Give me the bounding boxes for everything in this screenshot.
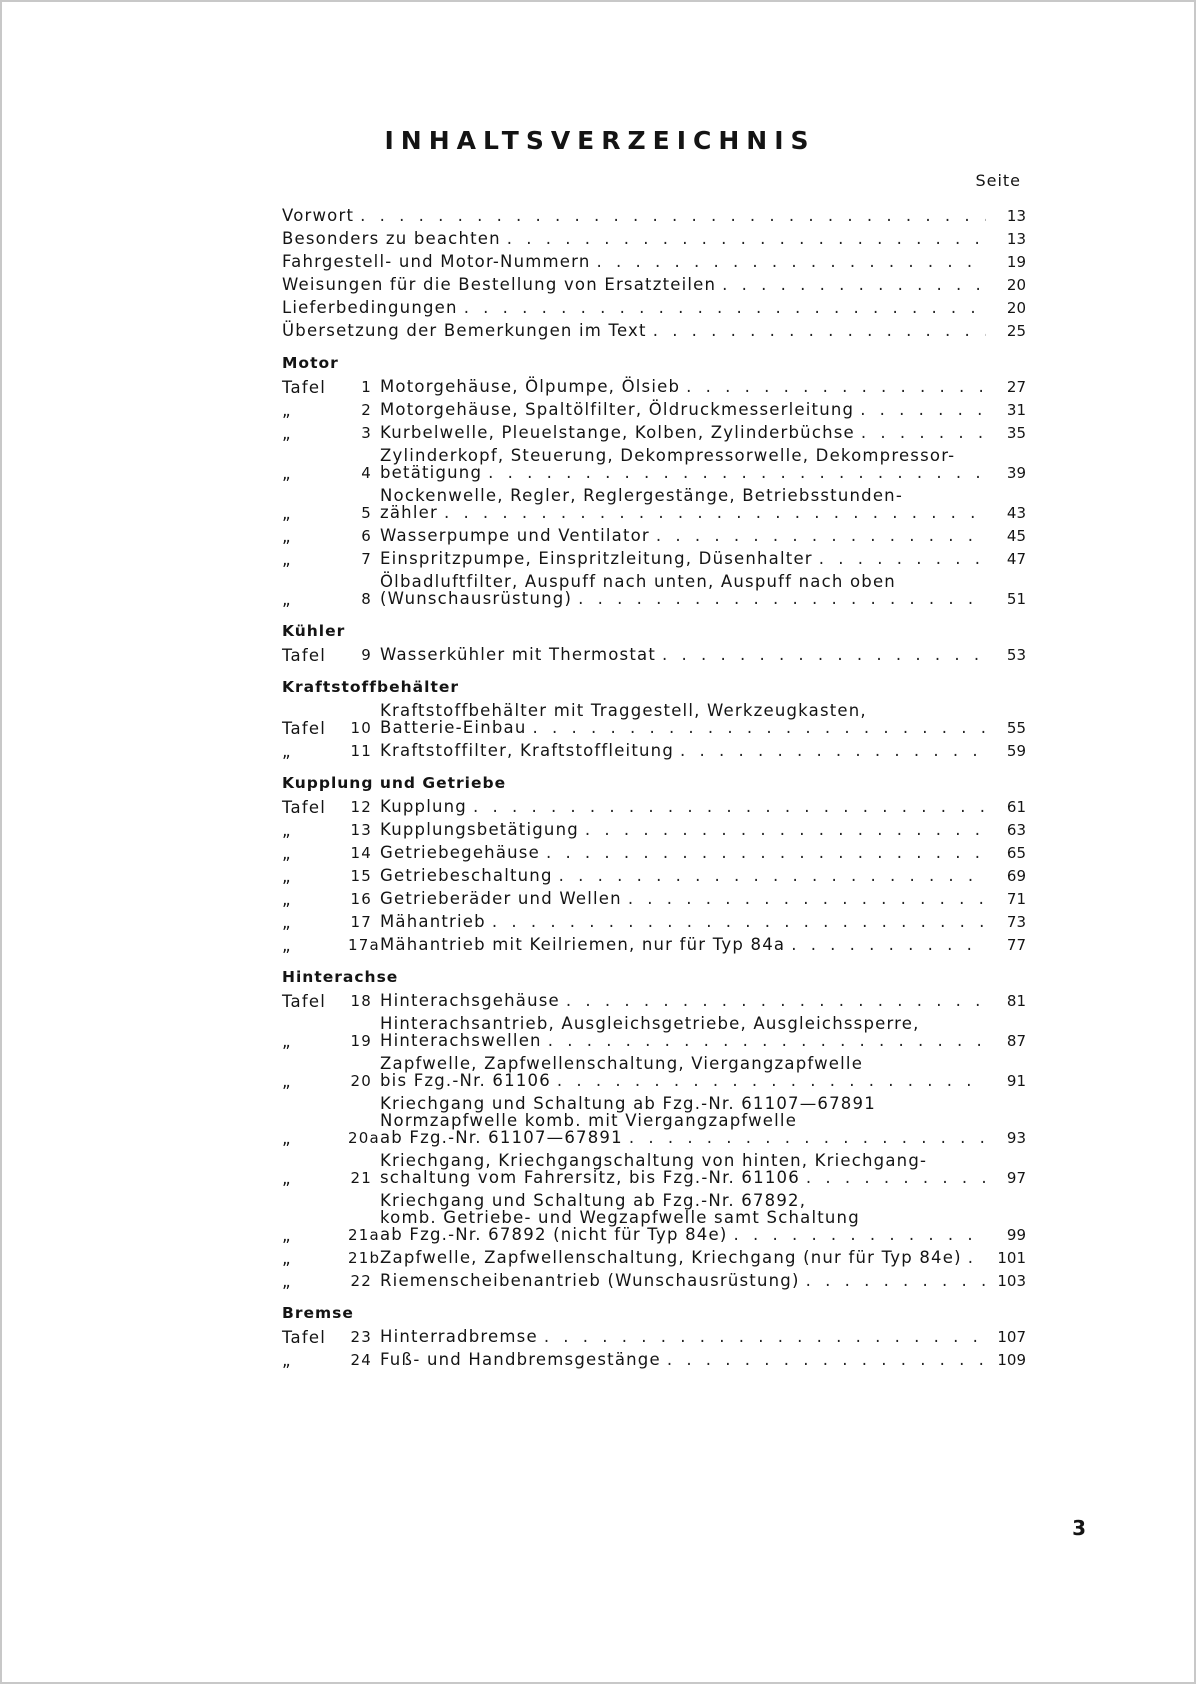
toc-entry bbox=[282, 570, 1026, 610]
entry-text-line: zähler bbox=[380, 503, 438, 522]
plate-number: 13 bbox=[350, 821, 372, 839]
entry-page-number: 77 bbox=[1006, 936, 1026, 954]
entry-body bbox=[380, 936, 1026, 954]
dot-leader bbox=[566, 992, 986, 1009]
plate-number: 8 bbox=[361, 590, 372, 608]
toc-entry bbox=[282, 887, 1026, 910]
entry-last-line bbox=[282, 253, 1026, 271]
entry-page-number: 61 bbox=[1006, 798, 1026, 816]
entry-text-line: Motorgehäuse, Spaltölfilter, Öldruckmesserleitung bbox=[380, 400, 855, 419]
toc-section bbox=[282, 1302, 1026, 1371]
entry-page-number: 99 bbox=[1006, 1226, 1026, 1244]
dot-leader bbox=[473, 798, 986, 815]
table-of-contents bbox=[282, 204, 1026, 1371]
dot-leader bbox=[507, 230, 986, 247]
entry-text-line: Getrieberäder und Wellen bbox=[380, 889, 622, 908]
entry-body bbox=[380, 798, 1026, 816]
entry-text-line: Kriechgang und Schaltung ab Fzg.-Nr. 61107—67891 bbox=[380, 1094, 876, 1113]
toc-entry bbox=[282, 421, 1026, 444]
entry-body bbox=[380, 1095, 1026, 1147]
entry-body bbox=[380, 1249, 1026, 1267]
entry-body bbox=[282, 253, 1026, 271]
entry-last-line bbox=[380, 992, 1026, 1010]
entry-text-line: komb. Getriebe- und Wegzapfwelle samt Schaltung bbox=[380, 1208, 860, 1227]
toc-section bbox=[282, 772, 1026, 956]
entry-text-line: ab Fzg.-Nr. 67892 (nicht für Typ 84e) bbox=[380, 1225, 728, 1244]
toc-entry bbox=[282, 910, 1026, 933]
entry-page-number: 35 bbox=[1006, 424, 1026, 442]
entry-text-line: Getriebeschaltung bbox=[380, 866, 553, 885]
dot-leader bbox=[667, 1351, 986, 1368]
entry-body bbox=[380, 550, 1026, 568]
entry-text-line: Hinterachsantrieb, Ausgleichsgetriebe, Ausgleichssperre, bbox=[380, 1014, 920, 1033]
entry-page-number: 63 bbox=[1006, 821, 1026, 839]
dot-leader bbox=[578, 590, 986, 607]
entry-text-line: Mähantrieb mit Keilriemen, nur für Typ 84a bbox=[380, 935, 786, 954]
entry-page-number: 51 bbox=[1006, 590, 1026, 608]
entry-last-line bbox=[380, 936, 1026, 954]
toc-entry bbox=[282, 1325, 1026, 1348]
entry-prefix: „ bbox=[282, 742, 292, 761]
toc-entry bbox=[282, 319, 1026, 342]
entry-text-line: betätigung bbox=[380, 463, 483, 482]
entry-page-number: 107 bbox=[997, 1328, 1026, 1346]
entry-body bbox=[380, 742, 1026, 760]
entry-text-line: Vorwort bbox=[282, 206, 355, 225]
dot-leader bbox=[653, 322, 986, 339]
entry-text-line: Riemenscheibenantrieb (Wunschausrüstung) bbox=[380, 1271, 800, 1290]
entry-text-line: Kriechgang, Kriechgangschaltung von hinten, Kriechgang- bbox=[380, 1151, 928, 1170]
dot-leader bbox=[791, 936, 986, 953]
plate-number: 17a bbox=[348, 936, 380, 954]
dot-leader bbox=[806, 1169, 986, 1186]
entry-body bbox=[380, 447, 1026, 482]
entry-body bbox=[282, 207, 1026, 225]
entry-text-line: Kupplung bbox=[380, 797, 467, 816]
entry-text-line: Hinterachswellen bbox=[380, 1031, 542, 1050]
entry-last-line bbox=[380, 646, 1026, 664]
entry-last-line bbox=[380, 401, 1026, 419]
entry-text-line: Motorgehäuse, Ölpumpe, Ölsieb bbox=[380, 377, 681, 396]
entry-text-line: bis Fzg.-Nr. 61106 bbox=[380, 1071, 551, 1090]
toc-entry bbox=[282, 1269, 1026, 1292]
toc-entry bbox=[282, 444, 1026, 484]
dot-leader bbox=[597, 253, 986, 270]
toc-entry bbox=[282, 864, 1026, 887]
toc-entry bbox=[282, 643, 1026, 666]
entry-last-line bbox=[282, 322, 1026, 340]
entry-prefix: Tafel bbox=[282, 378, 327, 397]
entry-prefix: „ bbox=[282, 1226, 292, 1245]
entry-prefix: „ bbox=[282, 464, 292, 483]
plate-number: 2 bbox=[361, 401, 372, 419]
entry-body bbox=[282, 276, 1026, 294]
entry-text-line: Kurbelwelle, Pleuelstange, Kolben, Zylinderbüchse bbox=[380, 423, 855, 442]
entry-text-line: Hinterachsgehäuse bbox=[380, 991, 560, 1010]
entry-page-number: 87 bbox=[1006, 1032, 1026, 1050]
entry-prefix: „ bbox=[282, 1249, 292, 1268]
dot-leader bbox=[548, 1032, 986, 1049]
toc-entry bbox=[282, 739, 1026, 762]
entry-last-line bbox=[380, 550, 1026, 568]
toc-entry bbox=[282, 841, 1026, 864]
entry-page-number: 13 bbox=[1006, 207, 1026, 225]
entry-last-line bbox=[282, 230, 1026, 248]
entry-text-line: Ölbadluftfilter, Auspuff nach unten, Auspuff nach oben bbox=[380, 572, 896, 591]
dot-leader bbox=[629, 1129, 986, 1146]
entry-prefix: „ bbox=[282, 1129, 292, 1148]
entry-text-line: ab Fzg.-Nr. 61107—67891 bbox=[380, 1128, 623, 1147]
entry-last-line bbox=[380, 913, 1026, 931]
dot-leader bbox=[680, 742, 986, 759]
entry-prefix: Tafel bbox=[282, 798, 327, 817]
entry-text-line: (Wunschausrüstung) bbox=[380, 589, 573, 608]
entry-last-line bbox=[380, 1351, 1026, 1369]
entry-page-number: 59 bbox=[1006, 742, 1026, 760]
plate-number: 5 bbox=[361, 504, 372, 522]
entry-prefix: „ bbox=[282, 890, 292, 909]
plate-number: 17 bbox=[350, 913, 372, 931]
entry-page-number: 93 bbox=[1006, 1129, 1026, 1147]
entry-page-number: 97 bbox=[1006, 1169, 1026, 1187]
entry-last-line bbox=[282, 299, 1026, 317]
entry-page-number: 91 bbox=[1006, 1072, 1026, 1090]
toc-entry bbox=[282, 1092, 1026, 1149]
entry-page-number: 47 bbox=[1006, 550, 1026, 568]
entry-body bbox=[282, 299, 1026, 317]
entry-body bbox=[380, 844, 1026, 862]
entry-text-line: Kupplungsbetätigung bbox=[380, 820, 579, 839]
plate-number: 22 bbox=[350, 1272, 372, 1290]
entry-page-number: 20 bbox=[1006, 299, 1026, 317]
entry-page-number: 53 bbox=[1006, 646, 1026, 664]
toc-entry bbox=[282, 1052, 1026, 1092]
entry-prefix: „ bbox=[282, 913, 292, 932]
page-title: INHALTSVERZEICHNIS bbox=[384, 126, 816, 155]
entry-text-line: schaltung vom Fahrersitz, bis Fzg.-Nr. 61106 bbox=[380, 1168, 800, 1187]
entry-page-number: 73 bbox=[1006, 913, 1026, 931]
entry-text-line: Nockenwelle, Regler, Reglergestänge, Betriebsstunden- bbox=[380, 486, 903, 505]
entry-page-number: 43 bbox=[1006, 504, 1026, 522]
entry-last-line bbox=[380, 798, 1026, 816]
plate-number: 20a bbox=[348, 1129, 380, 1147]
dot-leader bbox=[559, 867, 986, 884]
dot-leader bbox=[968, 1249, 986, 1266]
dot-leader bbox=[557, 1072, 986, 1089]
entry-last-line bbox=[380, 1129, 1026, 1147]
entry-page-number: 65 bbox=[1006, 844, 1026, 862]
toc-entry bbox=[282, 1012, 1026, 1052]
plate-number: 21 bbox=[350, 1169, 372, 1187]
entry-last-line bbox=[380, 1226, 1026, 1244]
entry-last-line bbox=[380, 1072, 1026, 1090]
dot-leader bbox=[662, 646, 986, 663]
entry-last-line bbox=[282, 207, 1026, 225]
plate-number: 21a bbox=[348, 1226, 380, 1244]
entry-prefix: „ bbox=[282, 1032, 292, 1051]
entry-text-line: Einspritzpumpe, Einspritzleitung, Düsenhalter bbox=[380, 549, 813, 568]
entry-body bbox=[380, 913, 1026, 931]
entry-text-line: Übersetzung der Bemerkungen im Text bbox=[282, 321, 647, 340]
plate-number: 16 bbox=[350, 890, 372, 908]
entry-page-number: 101 bbox=[997, 1249, 1026, 1267]
dot-leader bbox=[464, 299, 986, 316]
entry-body bbox=[380, 573, 1026, 608]
dot-leader bbox=[722, 276, 986, 293]
entry-text-line: Weisungen für die Bestellung von Ersatzteilen bbox=[282, 275, 717, 294]
dot-leader bbox=[444, 504, 986, 521]
entry-body bbox=[380, 867, 1026, 885]
toc-entry bbox=[282, 296, 1026, 319]
entry-prefix: „ bbox=[282, 424, 292, 443]
toc-section bbox=[282, 966, 1026, 1292]
entry-body bbox=[380, 401, 1026, 419]
entry-prefix: Tafel bbox=[282, 992, 327, 1011]
section-heading: Motor bbox=[282, 354, 339, 372]
entry-page-number: 20 bbox=[1006, 276, 1026, 294]
entry-prefix: „ bbox=[282, 1272, 292, 1291]
entry-text-line: Besonders zu beachten bbox=[282, 229, 501, 248]
entry-text-line: Mähantrieb bbox=[380, 912, 486, 931]
toc-entry bbox=[282, 1189, 1026, 1246]
entry-last-line bbox=[380, 590, 1026, 608]
entry-prefix: „ bbox=[282, 504, 292, 523]
entry-page-number: 69 bbox=[1006, 867, 1026, 885]
entry-last-line bbox=[380, 867, 1026, 885]
dot-leader bbox=[806, 1272, 986, 1289]
entry-prefix: Tafel bbox=[282, 719, 327, 738]
entry-prefix: „ bbox=[282, 936, 292, 955]
entry-last-line bbox=[380, 504, 1026, 522]
entry-body bbox=[380, 1272, 1026, 1290]
toc-entry bbox=[282, 1348, 1026, 1371]
dot-leader bbox=[861, 424, 986, 441]
entry-body bbox=[380, 1351, 1026, 1369]
plate-number: 1 bbox=[361, 378, 372, 396]
entry-prefix: „ bbox=[282, 821, 292, 840]
entry-text-line: Kraftstoffilter, Kraftstoffleitung bbox=[380, 741, 675, 760]
toc-entry bbox=[282, 989, 1026, 1012]
toc-entry bbox=[282, 1149, 1026, 1189]
dot-leader bbox=[819, 550, 986, 567]
entry-last-line bbox=[380, 378, 1026, 396]
entry-last-line bbox=[380, 424, 1026, 442]
page-column-header: Seite bbox=[975, 171, 1021, 190]
toc-entry bbox=[282, 273, 1026, 296]
entry-prefix: „ bbox=[282, 527, 292, 546]
entry-text-line: Zapfwelle, Zapfwellenschaltung, Kriechgang (nur für Typ 84e) bbox=[380, 1248, 962, 1267]
entry-prefix: Tafel bbox=[282, 1328, 327, 1347]
dot-leader bbox=[533, 719, 986, 736]
plate-number: 23 bbox=[350, 1328, 372, 1346]
entry-body bbox=[380, 890, 1026, 908]
entry-last-line bbox=[380, 742, 1026, 760]
plate-number: 15 bbox=[350, 867, 372, 885]
toc-entry bbox=[282, 699, 1026, 739]
entry-prefix: „ bbox=[282, 550, 292, 569]
entry-prefix: „ bbox=[282, 590, 292, 609]
dot-leader bbox=[686, 378, 986, 395]
entry-text-line: Wasserkühler mit Thermostat bbox=[380, 645, 656, 664]
entry-page-number: 31 bbox=[1006, 401, 1026, 419]
toc-entry bbox=[282, 818, 1026, 841]
plate-number: 21b bbox=[348, 1249, 381, 1267]
entry-body bbox=[380, 1192, 1026, 1244]
entry-body bbox=[380, 1015, 1026, 1050]
entry-page-number: 19 bbox=[1006, 253, 1026, 271]
entry-last-line bbox=[380, 890, 1026, 908]
entry-text-line: Getriebegehäuse bbox=[380, 843, 540, 862]
dot-leader bbox=[585, 821, 986, 838]
entry-prefix: Tafel bbox=[282, 646, 327, 665]
toc-entry bbox=[282, 795, 1026, 818]
toc-section bbox=[282, 620, 1026, 666]
entry-text-line: Hinterradbremse bbox=[380, 1327, 538, 1346]
entry-last-line bbox=[380, 844, 1026, 862]
entry-body bbox=[380, 487, 1026, 522]
dot-leader bbox=[492, 913, 986, 930]
dot-leader bbox=[628, 890, 986, 907]
plate-number: 19 bbox=[350, 1032, 372, 1050]
plate-number: 7 bbox=[361, 550, 372, 568]
front-matter-section bbox=[282, 204, 1026, 342]
plate-number: 14 bbox=[350, 844, 372, 862]
section-heading: Kühler bbox=[282, 622, 346, 640]
toc-entry bbox=[282, 375, 1026, 398]
entry-body bbox=[380, 1152, 1026, 1187]
entry-text-line: Kriechgang und Schaltung ab Fzg.-Nr. 67892, bbox=[380, 1191, 807, 1210]
entry-last-line bbox=[380, 1169, 1026, 1187]
toc-entry bbox=[282, 524, 1026, 547]
entry-body bbox=[380, 646, 1026, 664]
entry-last-line bbox=[282, 276, 1026, 294]
entry-page-number: 109 bbox=[997, 1351, 1026, 1369]
entry-text-line: Batterie-Einbau bbox=[380, 718, 527, 737]
section-heading: Kraftstoffbehälter bbox=[282, 678, 460, 696]
entry-prefix: „ bbox=[282, 401, 292, 420]
dot-leader bbox=[546, 844, 986, 861]
toc-entry bbox=[282, 933, 1026, 956]
entry-page-number: 81 bbox=[1006, 992, 1026, 1010]
entry-page-number: 55 bbox=[1006, 719, 1026, 737]
plate-number: 10 bbox=[350, 719, 372, 737]
entry-last-line bbox=[380, 821, 1026, 839]
entry-body bbox=[282, 322, 1026, 340]
entry-text-line: Zylinderkopf, Steuerung, Dekompressorwelle, Dekompressor- bbox=[380, 446, 956, 465]
entry-page-number: 71 bbox=[1006, 890, 1026, 908]
entry-page-number: 103 bbox=[997, 1272, 1026, 1290]
entry-last-line bbox=[380, 1328, 1026, 1346]
toc-entry bbox=[282, 1246, 1026, 1269]
entry-text-line: Lieferbedingungen bbox=[282, 298, 458, 317]
toc-section bbox=[282, 352, 1026, 610]
dot-leader bbox=[860, 401, 986, 418]
entry-body bbox=[380, 992, 1026, 1010]
entry-text-line: Zapfwelle, Zapfwellenschaltung, Viergangzapfwelle bbox=[380, 1054, 864, 1073]
entry-last-line bbox=[380, 1272, 1026, 1290]
plate-number: 18 bbox=[350, 992, 372, 1010]
entry-last-line bbox=[380, 1032, 1026, 1050]
entry-text-line: Kraftstoffbehälter mit Traggestell, Werkzeugkasten, bbox=[380, 701, 867, 720]
entry-body bbox=[282, 230, 1026, 248]
entry-page-number: 25 bbox=[1006, 322, 1026, 340]
toc-section bbox=[282, 676, 1026, 762]
entry-prefix: „ bbox=[282, 1169, 292, 1188]
toc-entry bbox=[282, 484, 1026, 524]
dot-leader bbox=[656, 527, 986, 544]
toc-entry bbox=[282, 547, 1026, 570]
entry-body bbox=[380, 702, 1026, 737]
entry-last-line bbox=[380, 527, 1026, 545]
entry-body bbox=[380, 1328, 1026, 1346]
entry-text-line: Normzapfwelle komb. mit Viergangzapfwelle bbox=[380, 1111, 798, 1130]
section-heading: Bremse bbox=[282, 1304, 354, 1322]
plate-number: 12 bbox=[350, 798, 372, 816]
entry-last-line bbox=[380, 1249, 1026, 1267]
dot-leader bbox=[733, 1226, 986, 1243]
entry-body bbox=[380, 378, 1026, 396]
entry-text-line: Fahrgestell- und Motor-Nummern bbox=[282, 252, 591, 271]
entry-text-line: Wasserpumpe und Ventilator bbox=[380, 526, 650, 545]
plate-number: 11 bbox=[350, 742, 372, 760]
toc-entry bbox=[282, 398, 1026, 421]
entry-last-line bbox=[380, 464, 1026, 482]
page-number: 3 bbox=[1072, 1516, 1086, 1540]
plate-number: 4 bbox=[361, 464, 372, 482]
dot-leader bbox=[488, 464, 986, 481]
entry-text-line: Fuß- und Handbremsgestänge bbox=[380, 1350, 661, 1369]
dot-leader bbox=[544, 1328, 986, 1345]
entry-page-number: 39 bbox=[1006, 464, 1026, 482]
toc-entry bbox=[282, 227, 1026, 250]
section-heading: Hinterachse bbox=[282, 968, 399, 986]
entry-prefix: „ bbox=[282, 1072, 292, 1091]
entry-body bbox=[380, 821, 1026, 839]
plate-number: 24 bbox=[350, 1351, 372, 1369]
entry-prefix: „ bbox=[282, 867, 292, 886]
entry-prefix: „ bbox=[282, 844, 292, 863]
entry-body bbox=[380, 527, 1026, 545]
section-heading: Kupplung und Getriebe bbox=[282, 774, 507, 792]
entry-body bbox=[380, 424, 1026, 442]
entry-page-number: 45 bbox=[1006, 527, 1026, 545]
plate-number: 6 bbox=[361, 527, 372, 545]
toc-entry bbox=[282, 204, 1026, 227]
plate-number: 20 bbox=[350, 1072, 372, 1090]
dot-leader bbox=[360, 207, 986, 224]
entry-last-line bbox=[380, 719, 1026, 737]
entry-page-number: 27 bbox=[1006, 378, 1026, 396]
entry-prefix: „ bbox=[282, 1351, 292, 1370]
toc-entry bbox=[282, 250, 1026, 273]
entry-body bbox=[380, 1055, 1026, 1090]
plate-number: 9 bbox=[361, 646, 372, 664]
plate-number: 3 bbox=[361, 424, 372, 442]
entry-page-number: 13 bbox=[1006, 230, 1026, 248]
